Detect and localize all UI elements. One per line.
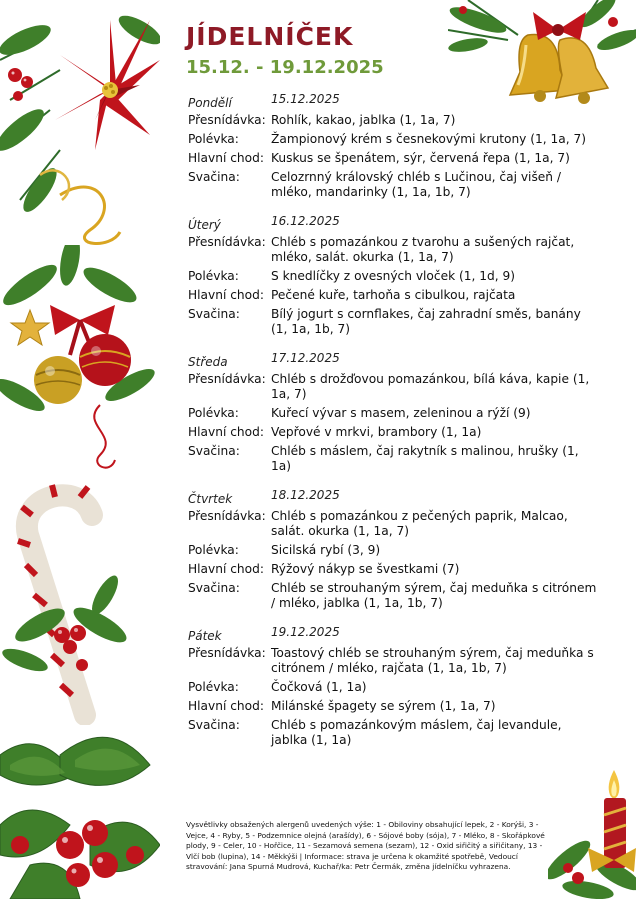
day-header — [188, 488, 600, 506]
meal-row — [188, 543, 600, 558]
meal-label: Polévka: — [188, 406, 239, 420]
meal-text: Vepřové v mrkvi, brambory (1, 1a) — [271, 425, 482, 439]
meal-label: Polévka: — [188, 132, 239, 146]
meal-label: Svačina: — [188, 444, 240, 458]
meal-text: Chléb s drožďovou pomazánkou, bílá káva, kapie (1, 1a, 7) — [271, 372, 590, 401]
poinsettia-icon — [0, 0, 160, 250]
meal-text: Čočková (1, 1a) — [271, 680, 367, 694]
day-name: Úterý — [188, 218, 221, 232]
meal-row — [188, 235, 600, 265]
meal-row — [188, 562, 600, 577]
meal-row — [188, 406, 600, 421]
meal-label: Svačina: — [188, 581, 240, 595]
meal-text: Celozrnný královský chléb s Lučinou, čaj višeň / mléko, mandarinky (1, 1a, 1b, 7) — [271, 170, 561, 199]
meal-row — [188, 680, 600, 695]
meal-label: Hlavní chod: — [188, 288, 264, 302]
day-date: 18.12.2025 — [271, 488, 340, 502]
meal-text: Pečené kuře, tarhoňa s cibulkou, rajčata — [271, 288, 516, 302]
meal-text: Sicilská rybí (3, 9) — [271, 543, 381, 557]
meal-label: Přesnídávka: — [188, 113, 266, 127]
meal-label: Svačina: — [188, 170, 240, 184]
meal-row — [188, 132, 600, 147]
meal-label: Polévka: — [188, 543, 239, 557]
holly-berries-icon — [0, 715, 160, 899]
meal-row — [188, 372, 600, 402]
day-name: Pondělí — [188, 96, 232, 110]
meal-label: Přesnídávka: — [188, 646, 266, 660]
meal-label: Hlavní chod: — [188, 425, 264, 439]
day-header — [188, 625, 600, 643]
meal-row — [188, 646, 600, 676]
christmas-ornaments-icon — [0, 245, 160, 475]
meal-row — [188, 288, 600, 303]
meal-text: Chléb s pomazánkou z tvarohu a sušených rajčat, mléko, salát. okurka (1, 1a, 7) — [271, 235, 575, 264]
day-section — [188, 351, 600, 474]
meal-row — [188, 113, 600, 128]
day-section — [188, 92, 600, 200]
day-date: 17.12.2025 — [271, 351, 340, 365]
meal-label: Polévka: — [188, 680, 239, 694]
meal-text: Kuřecí vývar s masem, zeleninou a rýží (9) — [271, 406, 531, 420]
meal-row — [188, 307, 600, 337]
meal-text: Milánské špagety se sýrem (1, 1a, 7) — [271, 699, 496, 713]
meal-text: Chléb s pomazánkou z pečených paprik, Malcao, salát. okurka (1, 1a, 7) — [271, 509, 568, 538]
meal-label: Polévka: — [188, 269, 239, 283]
meal-text: Chléb se strouhaným sýrem, čaj meduňka s citrónem / mléko, jablka (1, 1a, 1b, 7) — [271, 581, 597, 610]
menu-list — [188, 92, 600, 762]
meal-text: Toastový chléb se strouhaným sýrem, čaj meduňka s citrónem / mléko, rajčata (1, 1a, 1b, 7) — [271, 646, 594, 675]
meal-text: S knedlíčky z ovesných vloček (1, 1d, 9) — [271, 269, 516, 283]
meal-text: Žampionový krém s česnekovými krutony (1, 1a, 7) — [271, 132, 586, 146]
day-date: 19.12.2025 — [271, 625, 340, 639]
meal-row — [188, 699, 600, 714]
day-name: Středa — [188, 355, 228, 369]
meal-text: Bílý jogurt s cornflakes, čaj zahradní směs, banány (1, 1a, 1b, 7) — [271, 307, 581, 336]
meal-text: Rýžový nákyp se švestkami (7) — [271, 562, 460, 576]
day-section — [188, 214, 600, 337]
meal-text: Chléb s pomazánkovým máslem, čaj levandule, jablka (1, 1a) — [271, 718, 562, 747]
day-date: 16.12.2025 — [271, 214, 340, 228]
meal-label: Hlavní chod: — [188, 562, 264, 576]
day-date: 15.12.2025 — [271, 92, 340, 106]
meal-label: Svačina: — [188, 718, 240, 732]
day-header — [188, 92, 600, 110]
day-name: Čtvrtek — [188, 492, 233, 506]
candle-icon — [548, 760, 636, 899]
meal-label: Přesnídávka: — [188, 509, 266, 523]
day-section — [188, 625, 600, 748]
meal-label: Přesnídávka: — [188, 372, 266, 386]
meal-label: Přesnídávka: — [188, 235, 266, 249]
meal-row — [188, 425, 600, 440]
meal-row — [188, 718, 600, 748]
day-header — [188, 214, 600, 232]
meal-row — [188, 444, 600, 474]
meal-row — [188, 581, 600, 611]
day-header — [188, 351, 600, 369]
meal-text: Kuskus se špenátem, sýr, červená řepa (1, 1a, 7) — [271, 151, 570, 165]
date-range: 15.12. - 19.12.2025 — [186, 57, 384, 78]
meal-text: Rohlík, kakao, jablka (1, 1a, 7) — [271, 113, 456, 127]
page-title: JÍDELNÍČEK — [186, 22, 354, 51]
day-section — [188, 488, 600, 611]
day-name: Pátek — [188, 629, 222, 643]
meal-row — [188, 509, 600, 539]
meal-row — [188, 170, 600, 200]
allergen-footnote: Vysvětlivky obsažených alergenů uvedených výše: 1 - Obiloviny obsahující lepek, 2 - Korýši, 3 - Vejce, 4 - Ryby, 5 - Podzemnice olejná (arašídy), 6 - Sójové boby (sója), 7 - Mléko, 8 - Skořápkové plody, 9 - Celer, 10 - Hořčice, 11 - Sezamová semena (sezam), 12 - Oxid siřičitý a siřičitany, 13 - Vlčí bob (lupina), 14 - Měkkýši | Informace: strava je určena k okamžité spotřebě, Vedoucí stravování: Jana Spurná Mudrová, Kuchař/ka: Petr Čermák, změna jídelníčku vyhrazena. — [186, 820, 545, 872]
meal-label: Hlavní chod: — [188, 151, 264, 165]
meal-text: Chléb s máslem, čaj rakytník s malinou, hrušky (1, 1a) — [271, 444, 579, 473]
candy-cane-icon — [0, 475, 160, 725]
meal-row — [188, 151, 600, 166]
meal-label: Hlavní chod: — [188, 699, 264, 713]
meal-row — [188, 269, 600, 284]
meal-label: Svačina: — [188, 307, 240, 321]
